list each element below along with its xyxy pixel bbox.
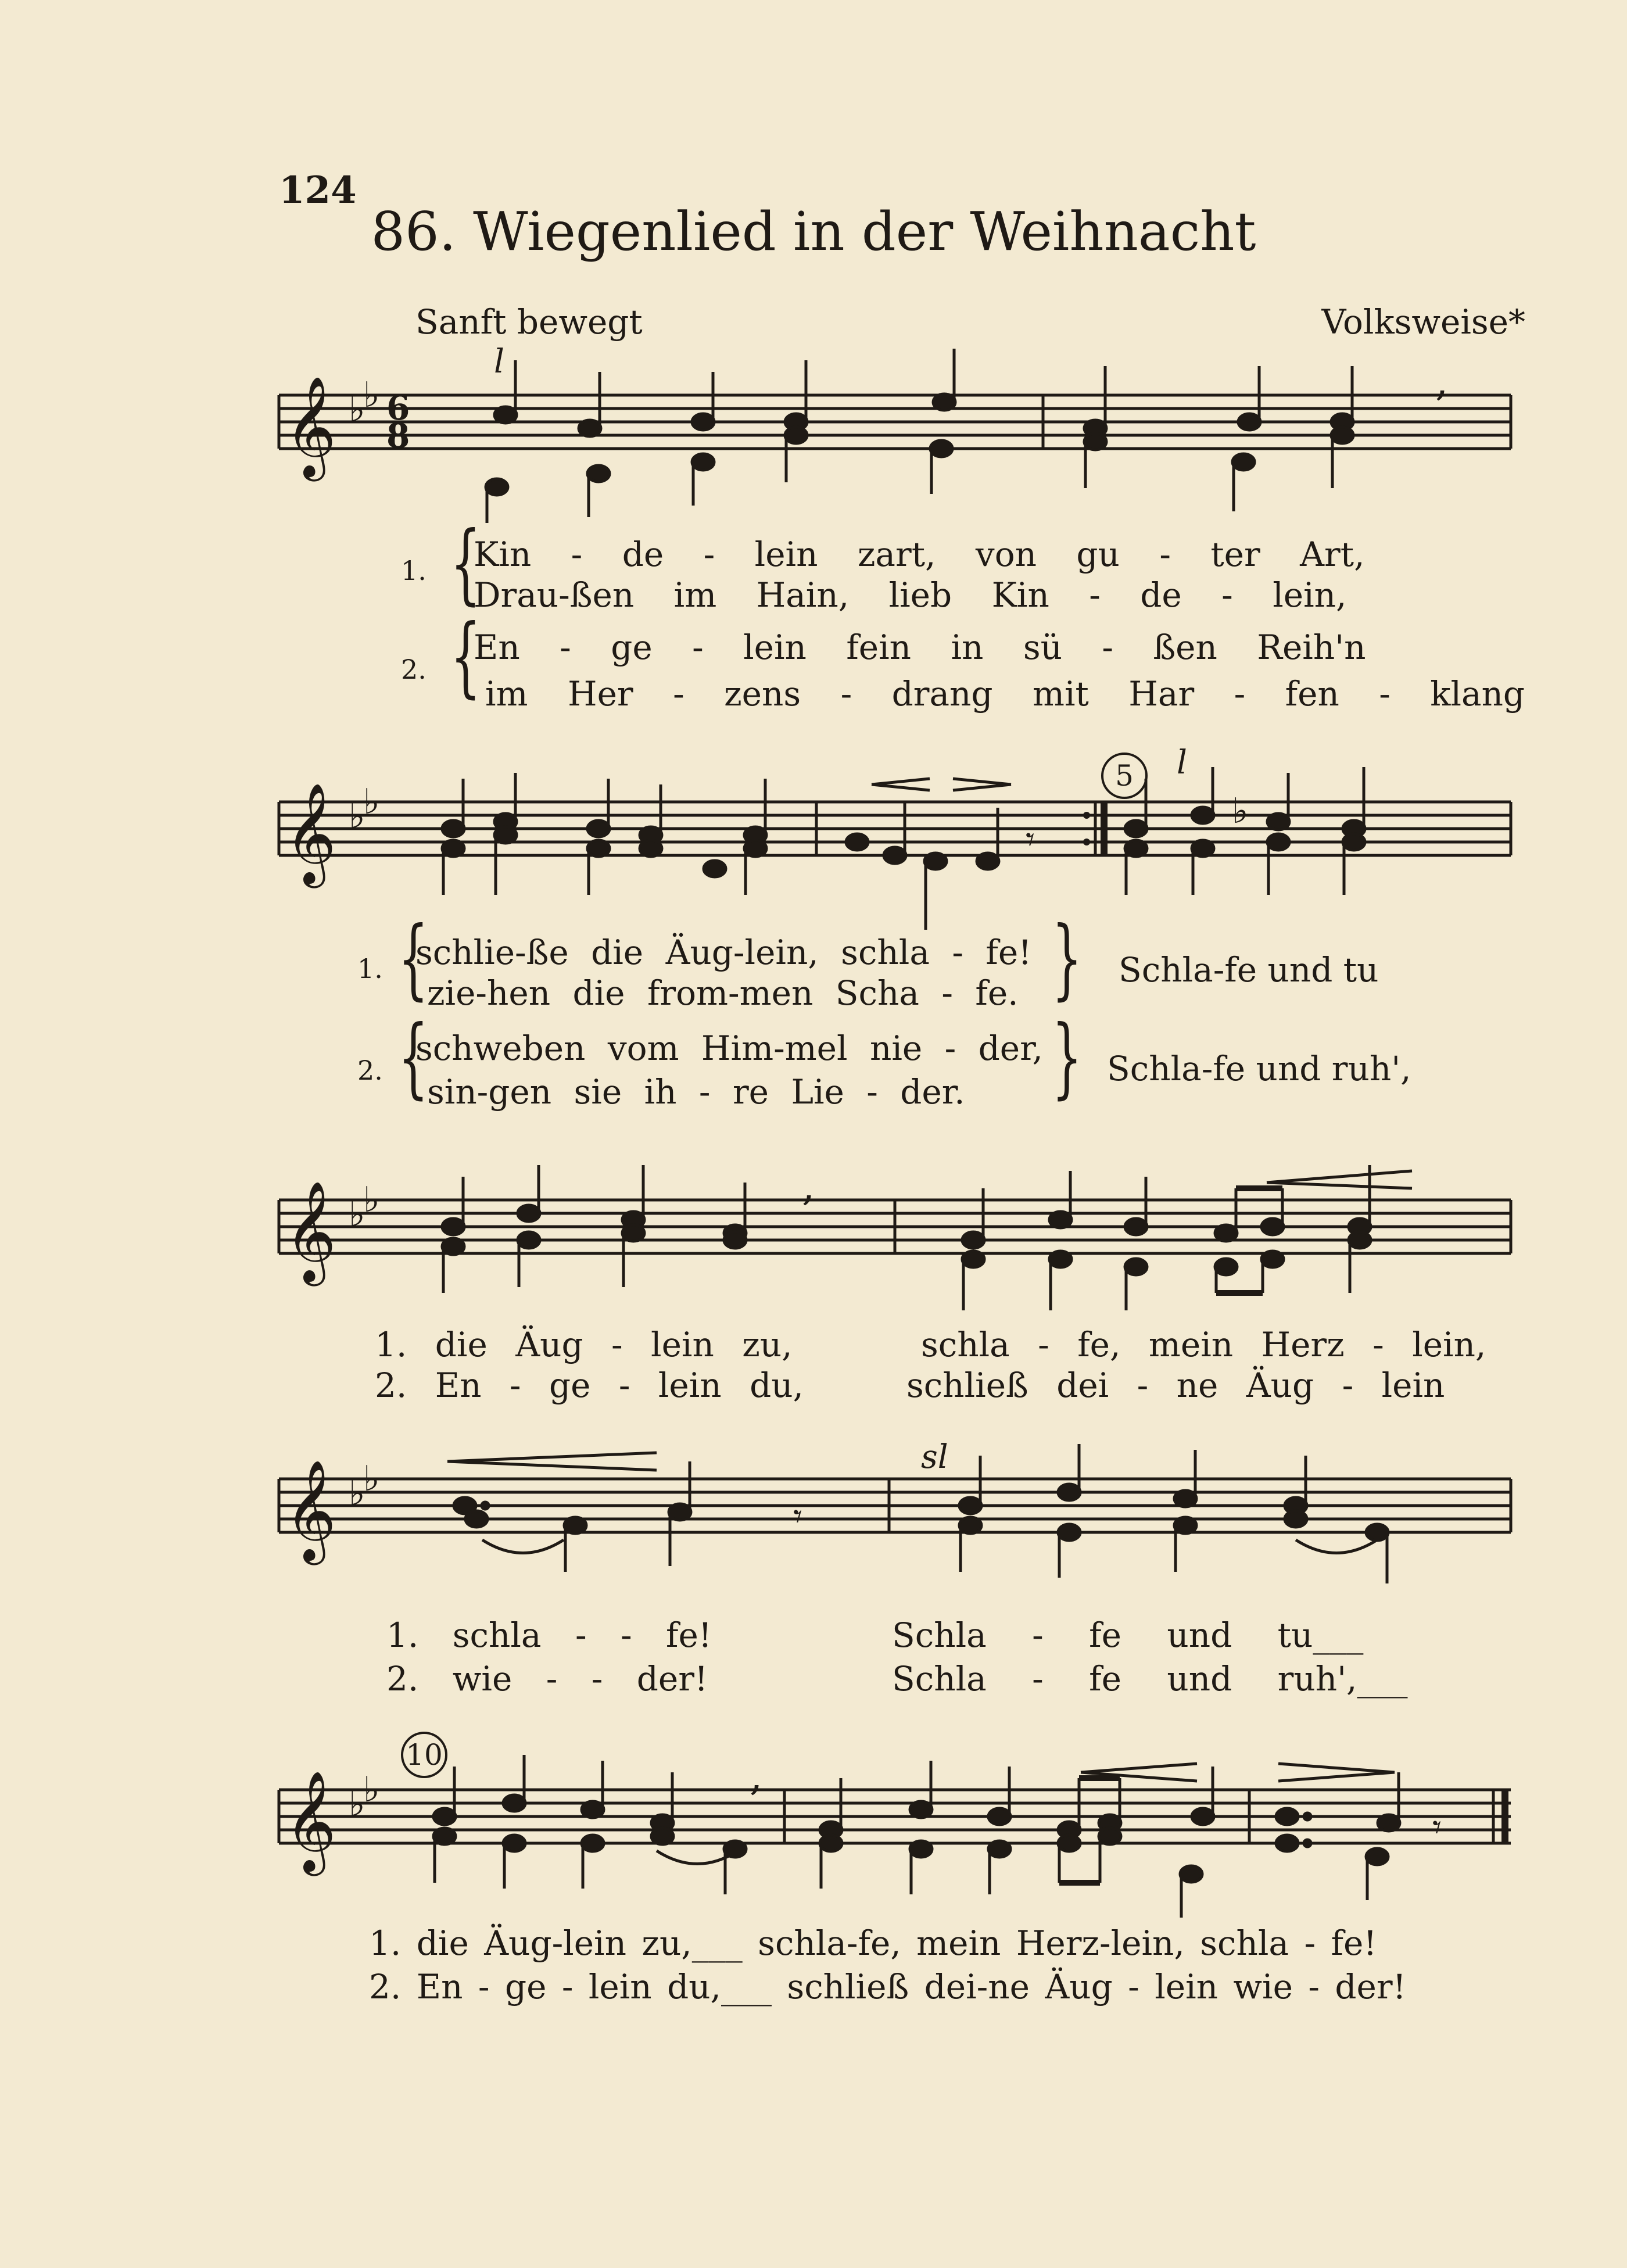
- svg-text:♭: ♭: [1232, 791, 1249, 832]
- verse-number: 1.: [401, 555, 427, 586]
- verse-number: 2.: [357, 1055, 383, 1086]
- lyric-verse1a: schlie-ße die Äug-lein, schla - fe!: [415, 933, 1032, 972]
- svg-text:𝄾: 𝄾: [1026, 819, 1035, 860]
- note-head: [1232, 454, 1255, 470]
- note-head: [587, 465, 610, 482]
- refrain-line: Schla-fe und ruh',: [1107, 1049, 1411, 1088]
- refrain-line: Schla-fe und tu: [1119, 950, 1379, 990]
- page-number: 124: [279, 169, 357, 212]
- key-flat-icon: ♭: [363, 1769, 380, 1810]
- brace: }: [1052, 1007, 1083, 1108]
- key-flat-icon: ♭: [349, 1473, 365, 1514]
- key-flat-icon: ♭: [349, 796, 365, 837]
- svg-text:𝄾: 𝄾: [1432, 1807, 1442, 1848]
- lyric-verse1: 1. die Äug-lein zu,___ schla-fe, mein Herz-lein, schla - fe!: [369, 1923, 1377, 1963]
- articulation-mark: sl: [921, 1438, 948, 1476]
- key-flat-icon: ♭: [349, 1784, 365, 1825]
- key-flat-icon: ♭: [349, 389, 365, 430]
- brace: {: [398, 908, 429, 1009]
- lyric-verse2b: sin-gen sie ih - re Lie - der.: [427, 1072, 965, 1112]
- note-head: [933, 394, 955, 410]
- lyric-verse2-cont: schließ dei - ne Äug - lein: [906, 1366, 1445, 1405]
- key-flat-icon: ♭: [363, 375, 380, 415]
- treble-clef-icon: 𝄞: [285, 1771, 336, 1872]
- lyric-verse2b: im Her - zens - drang mit Har - fen - klang: [485, 674, 1525, 714]
- lyric-verse1: 1. die Äug - lein zu,: [375, 1325, 793, 1364]
- breath-mark: ,: [1435, 357, 1449, 405]
- key-flat-icon: ♭: [363, 782, 380, 822]
- lyric-verse2: 2. wie - - der!: [386, 1659, 708, 1699]
- key-flat-icon: ♭: [363, 1459, 380, 1499]
- staff-system-2: [0, 755, 1627, 941]
- source-attribution: Volksweise*: [1321, 302, 1525, 342]
- lyric-verse2: 2. En - ge - lein du,: [375, 1366, 804, 1405]
- lyric-verse1b: Drau-ßen im Hain, lieb Kin - de - lein,: [474, 575, 1347, 615]
- treble-clef-icon: 𝄞: [285, 783, 336, 884]
- verse-number: 2.: [401, 654, 427, 685]
- key-flat-icon: ♭: [363, 1180, 380, 1220]
- time-signature: 8: [386, 416, 410, 456]
- staff-system-5: [0, 1743, 1627, 1929]
- note-head: [692, 454, 714, 470]
- lyric-verse2-cont: Schla - fe und ruh',___: [892, 1659, 1408, 1699]
- lyric-verse1-cont: schla - fe, mein Herz - lein,: [921, 1325, 1486, 1364]
- key-flat-icon: ♭: [349, 1194, 365, 1235]
- note-head: [1238, 414, 1260, 430]
- lyric-verse1b: zie-hen die from-men Scha - fe.: [427, 973, 1019, 1013]
- verse-number: 1.: [357, 953, 383, 984]
- note-head: [486, 479, 508, 495]
- lyric-verse1-cont: Schla - fe und tu___: [892, 1615, 1364, 1655]
- lyric-verse1a: Kin - de - lein zart, von gu - ter Art,: [474, 535, 1365, 574]
- treble-clef-icon: 𝄞: [285, 1460, 336, 1561]
- lyric-verse2a: schweben vom Him-mel nie - der,: [415, 1029, 1043, 1068]
- treble-clef-icon: 𝄞: [285, 1181, 336, 1282]
- measure-number-marker: 10: [401, 1732, 447, 1778]
- staff-system-4: [0, 1432, 1627, 1618]
- brace: }: [1052, 908, 1083, 1009]
- lyric-verse2: 2. En - ge - lein du,___ schließ dei-ne Äug - lein wie - der!: [369, 1967, 1406, 2007]
- note-head: [494, 407, 517, 423]
- treble-clef-icon: 𝄞: [285, 376, 336, 477]
- staff-system-1: [0, 349, 1627, 535]
- staff-system-3: [0, 1153, 1627, 1339]
- song-title: 86. Wiegenlied in der Weihnacht: [371, 200, 1256, 263]
- tempo-marking: Sanft bewegt: [415, 302, 643, 342]
- brace: {: [398, 1007, 429, 1108]
- time-signature: 6: [386, 388, 410, 428]
- note-head: [930, 440, 952, 457]
- brace: {: [450, 513, 481, 614]
- svg-text:𝄾: 𝄾: [793, 1496, 802, 1537]
- note-head: [692, 414, 714, 430]
- breath-mark: ,: [802, 1162, 815, 1210]
- measure-number-marker: 5: [1101, 753, 1148, 799]
- breath-mark: ,: [750, 1752, 763, 1800]
- articulation-mark: l: [494, 343, 504, 381]
- note-head: [579, 420, 601, 436]
- lyric-verse1: 1. schla - - fe!: [386, 1615, 712, 1655]
- lyric-verse2a: En - ge - lein fein in sü - ßen Reih'n: [474, 628, 1366, 667]
- articulation-mark: l: [1177, 744, 1187, 782]
- brace: {: [450, 606, 481, 707]
